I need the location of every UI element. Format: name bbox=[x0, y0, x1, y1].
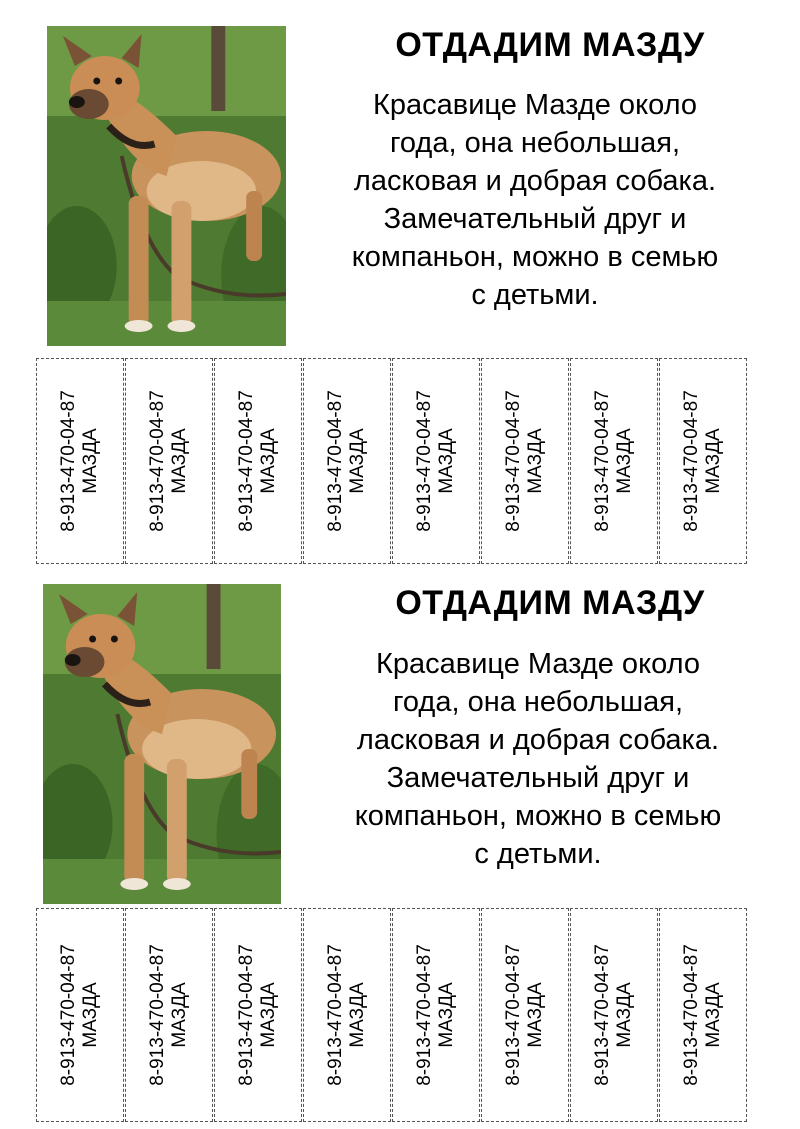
dog-photo bbox=[43, 584, 281, 904]
tear-off-tab[interactable] bbox=[214, 908, 302, 1122]
tab-phone: 8-913-470-04-87 bbox=[503, 944, 524, 1086]
tab-phone: 8-913-470-04-87 bbox=[681, 390, 702, 532]
tab-name: МАЗДА bbox=[614, 982, 635, 1048]
description-line: ласковая и добрая собака. bbox=[356, 724, 720, 756]
tab-phone: 8-913-470-04-87 bbox=[592, 390, 613, 532]
tear-off-tab[interactable] bbox=[481, 908, 569, 1122]
description-line: с детьми. bbox=[471, 279, 599, 311]
description-line: года, она небольшая, bbox=[392, 686, 684, 718]
tab-name: МАЗДА bbox=[703, 428, 724, 494]
tear-off-tabs bbox=[36, 908, 760, 1122]
description-line: Замечательный друг и bbox=[383, 203, 687, 235]
dog-photo-drawing bbox=[43, 584, 281, 904]
tear-off-tab[interactable] bbox=[570, 908, 658, 1122]
tear-off-tab[interactable] bbox=[125, 908, 213, 1122]
tab-phone: 8-913-470-04-87 bbox=[503, 390, 524, 532]
description-line: ласковая и добрая собака. bbox=[353, 165, 717, 197]
description-line: Красавице Мазде около bbox=[376, 648, 700, 680]
tab-name: МАЗДА bbox=[436, 982, 457, 1048]
tab-name: МАЗДА bbox=[703, 982, 724, 1048]
tear-off-tab[interactable] bbox=[303, 908, 391, 1122]
description-line: Красавице Мазде около bbox=[373, 89, 697, 121]
tab-name: МАЗДА bbox=[169, 428, 190, 494]
tab-name: МАЗДА bbox=[614, 428, 635, 494]
tear-off-tab[interactable] bbox=[303, 358, 391, 564]
tear-off-tab[interactable] bbox=[214, 358, 302, 564]
tab-name: МАЗДА bbox=[258, 428, 279, 494]
tear-off-tab[interactable] bbox=[36, 908, 124, 1122]
tab-phone: 8-913-470-04-87 bbox=[414, 390, 435, 532]
tab-phone: 8-913-470-04-87 bbox=[325, 390, 346, 532]
flyer-title: ОТДАДИМ МАЗДУ bbox=[395, 26, 705, 64]
tab-phone: 8-913-470-04-87 bbox=[236, 944, 257, 1086]
tab-phone: 8-913-470-04-87 bbox=[414, 944, 435, 1086]
tear-off-tab[interactable] bbox=[481, 358, 569, 564]
tear-off-tab[interactable] bbox=[392, 908, 480, 1122]
tab-name: МАЗДА bbox=[80, 982, 101, 1048]
tab-phone: 8-913-470-04-87 bbox=[147, 944, 168, 1086]
description-line: компаньон, можно в семью bbox=[351, 241, 719, 273]
tab-phone: 8-913-470-04-87 bbox=[147, 390, 168, 532]
tab-phone: 8-913-470-04-87 bbox=[58, 390, 79, 532]
tab-name: МАЗДА bbox=[80, 428, 101, 494]
description-line: Замечательный друг и bbox=[386, 762, 690, 794]
tab-name: МАЗДА bbox=[258, 982, 279, 1048]
tear-off-tabs bbox=[36, 358, 760, 564]
tab-phone: 8-913-470-04-87 bbox=[58, 944, 79, 1086]
flyer-description bbox=[293, 645, 783, 873]
tab-phone: 8-913-470-04-87 bbox=[325, 944, 346, 1086]
flyer-title: ОТДАДИМ МАЗДУ bbox=[395, 584, 705, 622]
tab-name: МАЗДА bbox=[347, 428, 368, 494]
dog-photo-drawing bbox=[47, 26, 286, 346]
flyer-description bbox=[290, 86, 780, 314]
tear-off-tab[interactable] bbox=[659, 908, 747, 1122]
tear-off-tab[interactable] bbox=[36, 358, 124, 564]
dog-photo bbox=[47, 26, 286, 346]
description-line: года, она небольшая, bbox=[389, 127, 681, 159]
tear-off-tab[interactable] bbox=[659, 358, 747, 564]
tab-name: МАЗДА bbox=[169, 982, 190, 1048]
tab-phone: 8-913-470-04-87 bbox=[236, 390, 257, 532]
tab-name: МАЗДА bbox=[436, 428, 457, 494]
tab-phone: 8-913-470-04-87 bbox=[592, 944, 613, 1086]
tab-phone: 8-913-470-04-87 bbox=[681, 944, 702, 1086]
tab-name: МАЗДА bbox=[525, 982, 546, 1048]
tear-off-tab[interactable] bbox=[392, 358, 480, 564]
tear-off-tab[interactable] bbox=[125, 358, 213, 564]
description-line: компаньон, можно в семью bbox=[354, 800, 722, 832]
tab-name: МАЗДА bbox=[347, 982, 368, 1048]
tear-off-tab[interactable] bbox=[570, 358, 658, 564]
flyer-bottom bbox=[0, 570, 800, 1129]
tab-name: МАЗДА bbox=[525, 428, 546, 494]
description-line: с детьми. bbox=[474, 838, 602, 870]
